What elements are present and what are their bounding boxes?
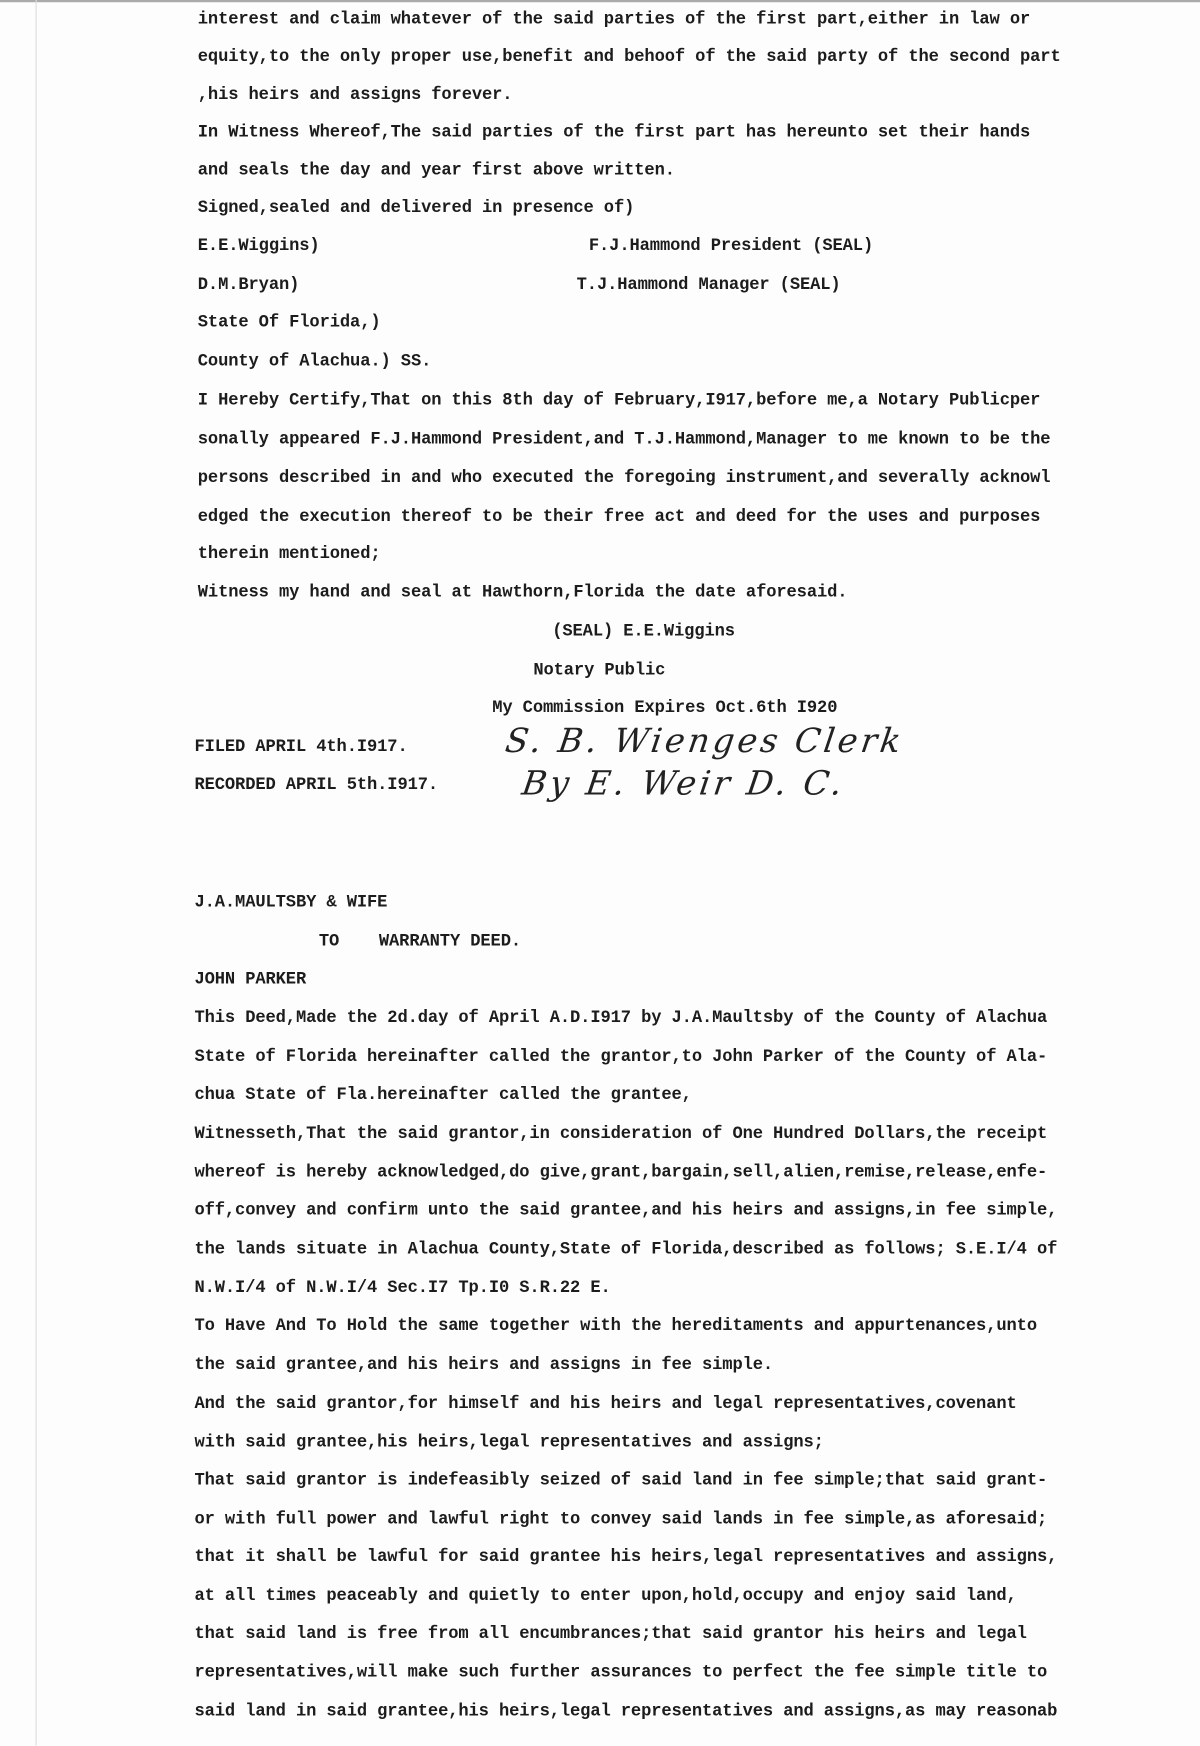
deed-to-label: TO	[318, 931, 340, 952]
text-line: persons described in and who executed the foregoing instrument,and severally acknowl	[197, 467, 1051, 488]
text-line: State of Florida hereinafter called the grantor,to John Parker of the County of Ala-	[194, 1046, 1048, 1067]
text-line: edged the execution thereof to be their free act and deed for the uses and purposes	[197, 506, 1041, 527]
clerk-signature: S. B. Wienges Clerk	[502, 722, 907, 762]
text-line: the said grantee,and his heirs and assigns in fee simple.	[194, 1354, 774, 1375]
text-line: I Hereby Certify,That on this 8th day of February,I917,before me,a Notary Publicper	[197, 389, 1041, 410]
deputy-clerk-signature: By E. Weir D. C.	[519, 764, 848, 804]
text-line: In Witness Whereof,The said parties of the first part has hereunto set their hands	[197, 122, 1031, 143]
text-line: or with full power and lawful right to convey said lands in fee simple,as aforesaid;	[194, 1508, 1048, 1529]
text-line: off,convey and confirm unto the said grantee,and his heirs and assigns,in fee simple,	[194, 1199, 1058, 1220]
text-line: representatives,will make such further assurances to perfect the fee simple title to	[194, 1662, 1048, 1683]
text-line: ,his heirs and assigns forever.	[197, 84, 513, 105]
witness-name: E.E.Wiggins)	[197, 235, 320, 256]
text-line: This Deed,Made the 2d.day of April A.D.I917 by J.A.Maultsby of the County of Alachua	[194, 1007, 1048, 1028]
text-line: State Of Florida,)	[197, 312, 381, 333]
page-top-edge	[0, 0, 1200, 2]
text-line: To Have And To Hold the same together with the hereditaments and appurtenances,unto	[194, 1315, 1037, 1336]
commission-expiry: My Commission Expires Oct.6th I920	[492, 697, 838, 718]
notary-name: (SEAL) E.E.Wiggins	[552, 621, 735, 642]
deed-parties-heading: J.A.MAULTSBY & WIFE	[194, 892, 388, 913]
notary-title: Notary Public	[533, 659, 666, 680]
text-line: Witnesseth,That the said grantor,in consideration of One Hundred Dollars,the receipt	[194, 1123, 1048, 1144]
text-line: Witness my hand and seal at Hawthorn,Florida the date aforesaid.	[197, 582, 848, 603]
witness-name: D.M.Bryan)	[197, 274, 300, 295]
text-line: whereof is hereby acknowledged,do give,grant,bargain,sell,alien,remise,release,enfe-	[194, 1162, 1048, 1183]
text-line: That said grantor is indefeasibly seized of said land in fee simple;that said grant-	[194, 1469, 1048, 1490]
text-line: Signed,sealed and delivered in presence of)	[197, 197, 635, 218]
text-line: sonally appeared F.J.Hammond President,and T.J.Hammond,Manager to me known to be the	[197, 428, 1051, 449]
text-line: therein mentioned;	[197, 543, 381, 564]
text-line: N.W.I/4 of N.W.I/4 Sec.I7 Tp.I0 S.R.22 E.	[194, 1277, 611, 1298]
page-binding-edge	[36, 0, 37, 1746]
text-line: said land in said grantee,his heirs,legal representatives and assigns,as may reasonab	[194, 1701, 1058, 1722]
text-line: County of Alachua.) SS.	[197, 351, 432, 372]
signer-name: T.J.Hammond Manager (SEAL)	[576, 274, 841, 295]
text-line: the lands situate in Alachua County,State of Florida,described as follows; S.E.I/4 of	[194, 1238, 1058, 1259]
text-line: chua State of Fla.hereinafter called the grantee,	[194, 1084, 692, 1105]
text-line: interest and claim whatever of the said parties of the first part,either in law or	[197, 8, 1031, 29]
filed-date: FILED APRIL 4th.I917.	[194, 736, 408, 757]
text-line: And the said grantor,for himself and his heirs and legal representatives,covenant	[194, 1393, 1017, 1414]
text-line: at all times peaceably and quietly to enter upon,hold,occupy and enjoy said land,	[194, 1585, 1017, 1606]
deed-type-heading: WARRANTY DEED.	[378, 931, 522, 952]
text-line: that it shall be lawful for said grantee his heirs,legal representatives and assigns,	[194, 1546, 1058, 1567]
text-line: with said grantee,his heirs,legal representatives and assigns;	[194, 1432, 824, 1453]
signer-name: F.J.Hammond President (SEAL)	[588, 235, 874, 256]
text-line: and seals the day and year first above written.	[197, 159, 675, 180]
recorded-date: RECORDED APRIL 5th.I917.	[194, 774, 439, 795]
grantee-heading: JOHN PARKER	[194, 968, 307, 989]
text-line: equity,to the only proper use,benefit and behoof of the said party of the second part	[197, 46, 1061, 67]
text-line: that said land is free from all encumbrances;that said grantor his heirs and legal	[194, 1623, 1027, 1644]
